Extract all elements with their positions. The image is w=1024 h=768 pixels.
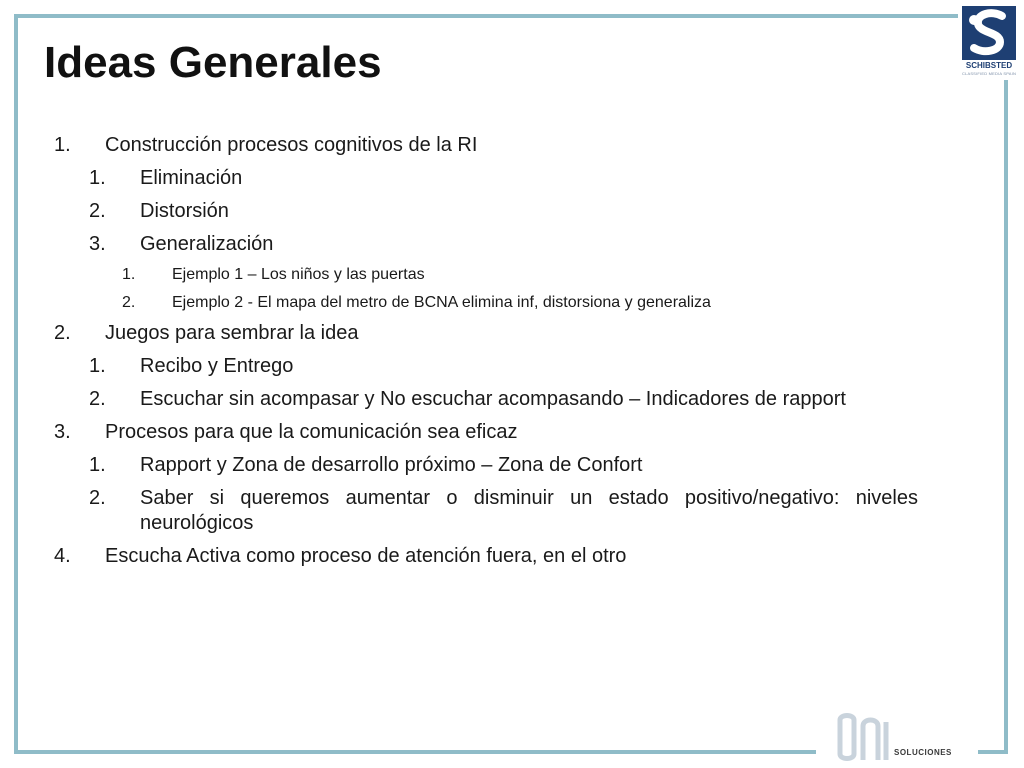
outline-item-text: Generalización	[140, 233, 274, 255]
outline-item-level-1	[54, 544, 918, 569]
outline-item-number: 2.	[89, 200, 106, 222]
outline-item-text: Eliminación	[140, 167, 243, 189]
outline-item-level-2	[54, 166, 918, 191]
outline-item-level-2	[54, 232, 918, 257]
outline-item-level-2	[54, 354, 918, 379]
outline-item-text: Escucha Activa como proceso de atención fuera, en el otro	[105, 545, 627, 567]
outline-item-text: Saber si queremos aumentar o disminuir un estado positivo/negativo: niveles neurológicos	[140, 487, 918, 534]
outline-item-number: 2.	[89, 487, 106, 509]
outline-item-level-1	[54, 133, 918, 158]
outline-item-number: 4.	[54, 545, 71, 567]
outline-item-text: Rapport y Zona de desarrollo próximo – Zona de Confort	[140, 454, 643, 476]
outline-item-number: 2.	[89, 388, 106, 410]
outline-item-number: 3.	[89, 233, 106, 255]
outline-item-text: Distorsión	[140, 200, 229, 222]
outline-item-text: Procesos para que la comunicación sea eficaz	[105, 421, 518, 443]
outline-item-number: 2.	[54, 322, 71, 344]
outline-item-level-1	[54, 321, 918, 346]
outline-item-level-2	[54, 199, 918, 224]
outline-item-level-2	[54, 387, 918, 412]
outline-item-text: Ejemplo 1 – Los niños y las puertas	[172, 266, 425, 283]
on-soluciones-logo	[816, 710, 978, 766]
outline-item-text: Recibo y Entrego	[140, 355, 294, 377]
outline-item-number: 1.	[89, 454, 106, 476]
outline-item-number: 1.	[54, 134, 71, 156]
outline-item-number: 1.	[89, 355, 106, 377]
outline-item-level-2	[54, 453, 918, 478]
outline-item-number: 3.	[54, 421, 71, 443]
slide-title: Ideas Generales	[44, 38, 382, 87]
logo-tagline: CLASSIFIED MEDIA SPAIN	[961, 71, 1017, 76]
schibsted-s-icon	[962, 6, 1016, 60]
outline-list	[54, 133, 918, 577]
outline-item-text: Escuchar sin acompasar y No escuchar acompasando – Indicadores de rapport	[140, 388, 846, 410]
outline-item-level-3	[54, 293, 918, 313]
outline-item-number: 1.	[122, 266, 136, 283]
outline-item-number: 2.	[122, 294, 136, 311]
schibsted-logo	[958, 4, 1020, 80]
outline-item-level-1	[54, 420, 918, 445]
outline-item-level-3	[54, 265, 918, 285]
outline-item-text: Construcción procesos cognitivos de la RI	[105, 134, 478, 156]
outline-item-number: 1.	[89, 167, 106, 189]
soluciones-label: SOLUCIONES	[894, 748, 952, 757]
on-mark-icon	[836, 712, 896, 762]
outline-item-text: Juegos para sembrar la idea	[105, 322, 359, 344]
outline-item-level-2	[54, 486, 918, 536]
logo-name: SCHIBSTED	[965, 61, 1013, 70]
outline-item-text: Ejemplo 2 - El mapa del metro de BCNA elimina inf, distorsiona y generaliza	[172, 294, 711, 311]
